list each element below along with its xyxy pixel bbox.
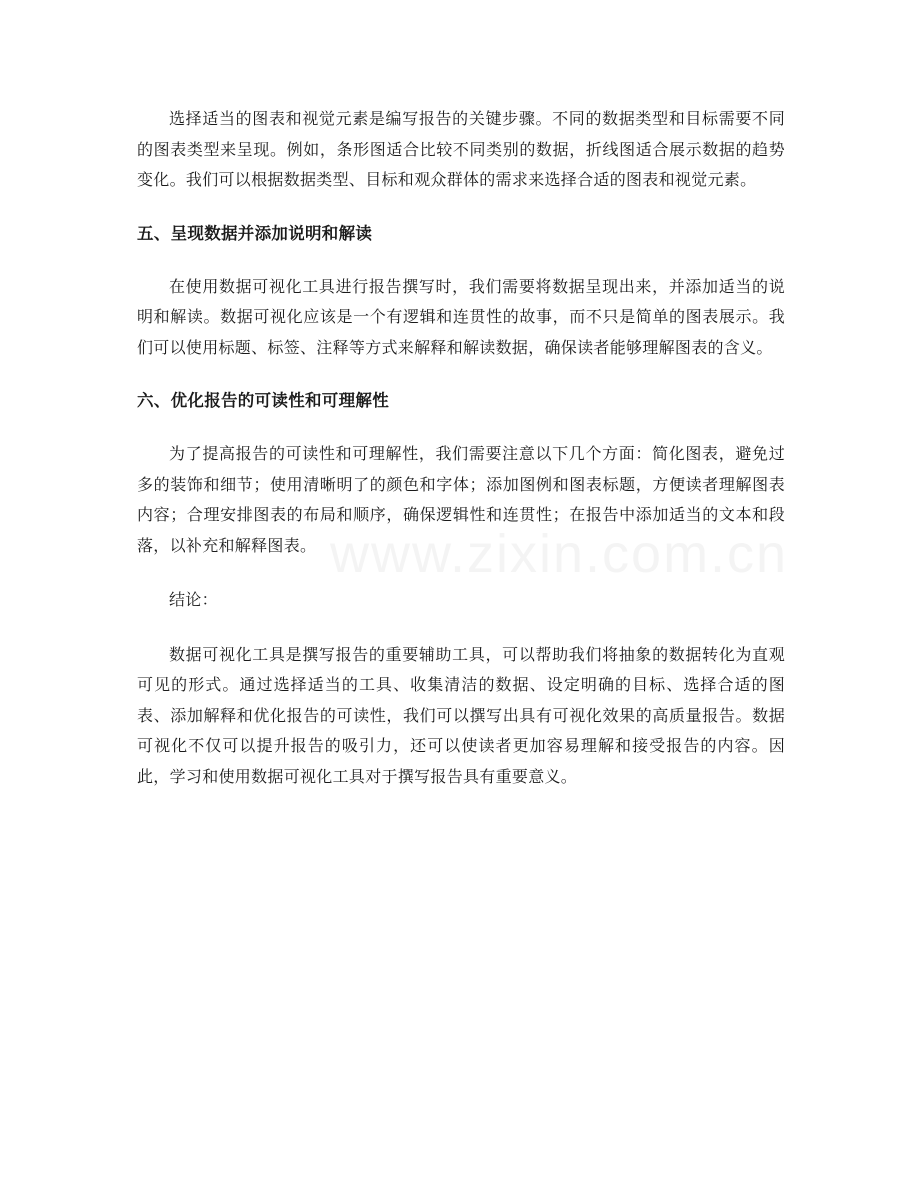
watermark: www.zixin.com.cn bbox=[330, 524, 789, 584]
conclusion-label: 结论： bbox=[169, 590, 218, 609]
section-heading-6: 六、优化报告的可读性和可理解性 bbox=[137, 391, 389, 410]
paragraph-conclusion: 数据可视化工具是撰写报告的重要辅助工具，可以帮助我们将抽象的数据转化为直观可见的形式。通过选择适当的工具、收集清洁的数据、设定明确的目标、选择合适的图表、添加解释和优化报告的可读性，我们可以撰写出具有可视化效果的高质量报告。数据可视化不仅可以提升报告的吸引力，还可以使读者更加容易理解和接受报告的内容。因此，学习和使用数据可视化工具对于撰写报告具有重要意义。 bbox=[137, 644, 785, 786]
document-body bbox=[137, 104, 785, 792]
paragraph-readability: 为了提高报告的可读性和可理解性，我们需要注意以下几个方面：简化图表，避免过多的装饰和细节；使用清晰明了的颜色和字体；添加图例和图表标题，方便读者理解图表内容；合理安排图表的布局和顺序，确保逻辑性和连贯性；在报告中添加适当的文本和段落，以补充和解释图表。 bbox=[137, 444, 785, 555]
section-heading-5: 五、呈现数据并添加说明和解读 bbox=[137, 223, 373, 243]
paragraph-present-data: 在使用数据可视化工具进行报告撰写时，我们需要将数据呈现出来，并添加适当的说明和解读。数据可视化应该是一个有逻辑和连贯性的故事，而不只是简单的图表展示。我们可以使用标题、标签、注释等方式来解释和解读数据，确保读者能够理解图表的含义。 bbox=[137, 276, 785, 357]
paragraph-chart-selection: 选择适当的图表和视觉元素是编写报告的关键步骤。不同的数据类型和目标需要不同的图表类型来呈现。例如，条形图适合比较不同类别的数据，折线图适合展示数据的趋势变化。我们可以根据数据类型、目标和观众群体的需求来选择合适的图表和视觉元素。 bbox=[137, 109, 785, 189]
